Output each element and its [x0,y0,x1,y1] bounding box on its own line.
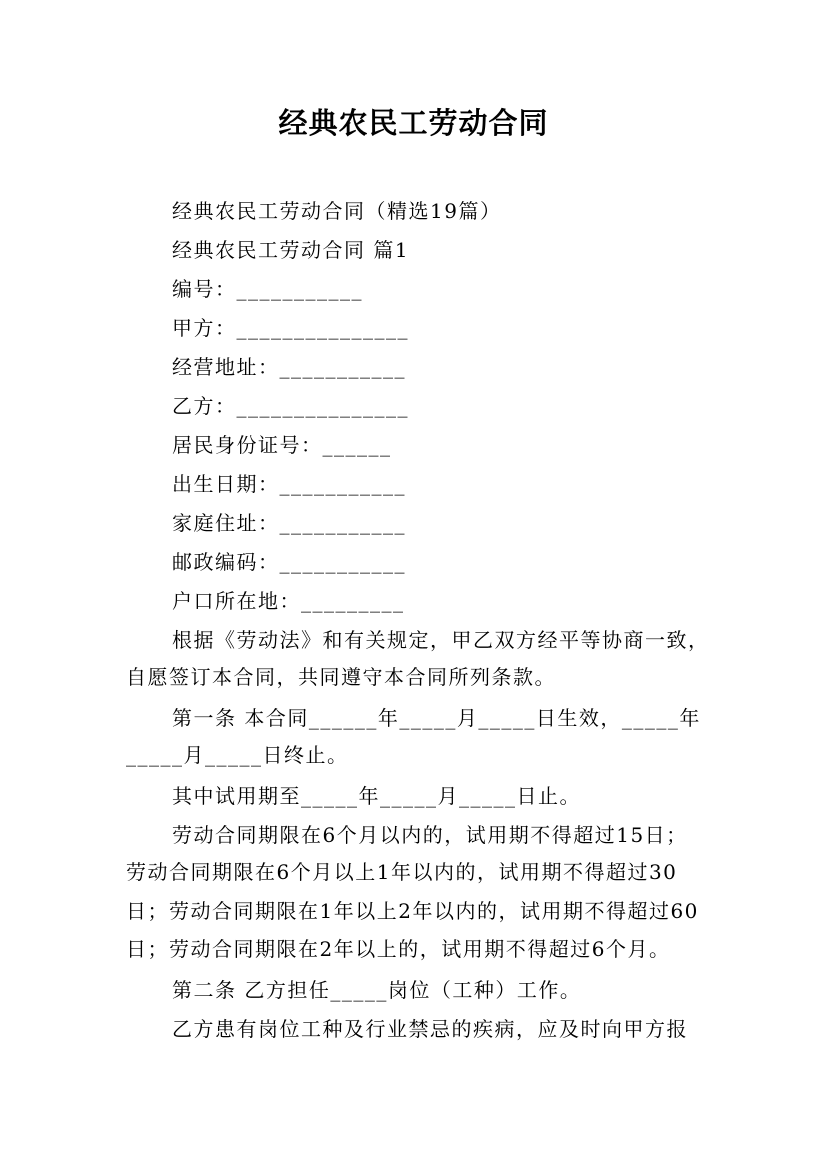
field-number: 编号：___________ [172,277,363,301]
field-id-number: 居民身份证号：______ [172,433,392,457]
field-birth-date: 出生日期：___________ [172,472,406,496]
article-one-line: 第一条 本合同______年_____月_____日生效，_____年 [172,706,701,730]
document-title: 经典农民工劳动合同 [278,106,549,140]
field-home-address: 家庭住址：___________ [172,511,406,535]
field-party-a: 甲方：_______________ [172,316,409,340]
article-two-line: 乙方患有岗位工种及行业禁忌的疾病，应及时向甲方报 [172,1017,688,1041]
field-party-b: 乙方：_______________ [172,394,409,418]
field-household-registration: 户口所在地：_________ [172,589,405,613]
probation-rule-line: 日；劳动合同期限在1年以上2年以内的，试用期不得超过60 [126,899,699,923]
paragraph-line: 根据《劳动法》和有关规定，甲乙双方经平等协商一致， [172,628,710,652]
field-postal-code: 邮政编码：___________ [172,550,406,574]
field-business-address: 经营地址：___________ [172,355,406,379]
probation-line: 其中试用期至_____年_____月_____日止。 [172,784,581,808]
section-heading: 经典农民工劳动合同 篇1 [172,238,410,262]
paragraph-line: 自愿签订本合同，共同遵守本合同所列条款。 [126,665,556,689]
subtitle-line: 经典农民工劳动合同（精选19篇） [172,199,502,223]
article-two-line: 第二条 乙方担任_____岗位（工种）工作。 [172,978,582,1002]
probation-rule-line: 劳动合同期限在6个月以内的，试用期不得超过15日； [172,823,688,847]
article-one-line: _____月_____日终止。 [126,743,349,767]
probation-rule-line: 日；劳动合同期限在2年以上的，试用期不得超过6个月。 [126,937,671,961]
probation-rule-line: 劳动合同期限在6个月以上1年以内的，试用期不得超过30 [126,860,678,884]
